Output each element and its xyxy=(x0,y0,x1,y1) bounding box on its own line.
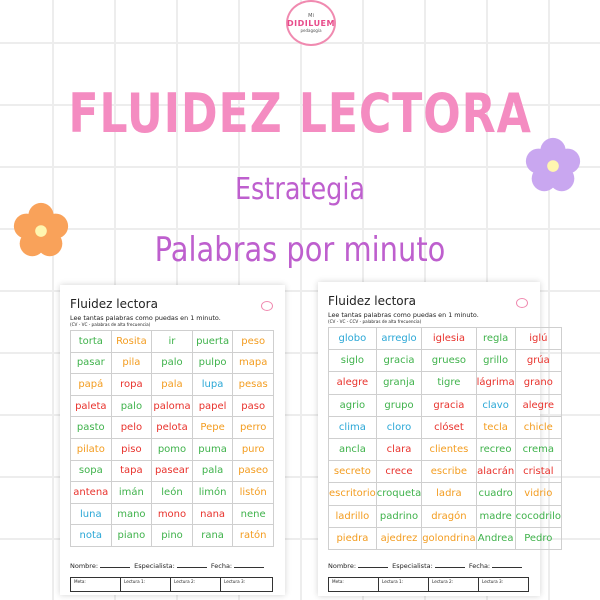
word-cell: tecla xyxy=(476,416,515,438)
word-cell: mapa xyxy=(233,352,274,374)
word-row xyxy=(329,483,562,505)
word-row xyxy=(71,460,274,482)
worksheet-instruction: Lee tantas palabras como puedas en 1 minuto. xyxy=(328,311,479,319)
worksheet-note: (CV - VC - CCV - palabras de alta frecuencia) xyxy=(328,319,422,324)
word-cell: grúa xyxy=(515,350,561,372)
word-row xyxy=(329,505,562,527)
word-cell: pulpo xyxy=(192,352,233,374)
word-cell: papá xyxy=(71,374,112,396)
word-cell: Rosita xyxy=(111,331,152,353)
word-cell: paseo xyxy=(233,460,274,482)
word-cell: granja xyxy=(376,372,421,394)
word-row xyxy=(329,461,562,483)
word-cell: cloro xyxy=(376,416,421,438)
word-cell: vidrio xyxy=(515,483,561,505)
word-cell: pasto xyxy=(71,417,112,439)
worksheet-title: Fluidez lectora xyxy=(328,294,416,308)
reading-2-cell: Lectura 2: xyxy=(429,578,479,592)
word-row xyxy=(329,438,562,460)
subtitle-words-per-minute: Palabras por minuto xyxy=(154,230,446,270)
word-cell: crema xyxy=(515,438,561,460)
word-cell: pino xyxy=(152,525,193,547)
word-cell: ropa xyxy=(111,374,152,396)
word-cell: iglú xyxy=(515,328,561,350)
word-cell: pala xyxy=(192,460,233,482)
word-cell: Andrea xyxy=(476,527,515,549)
reading-2-cell: Lectura 2: xyxy=(171,578,221,592)
word-row xyxy=(329,372,562,394)
brand-logo xyxy=(286,0,336,46)
word-row xyxy=(71,482,274,504)
word-cell: león xyxy=(152,482,193,504)
word-cell: crece xyxy=(376,461,421,483)
word-cell: pesas xyxy=(233,374,274,396)
word-cell: tigre xyxy=(422,372,476,394)
word-cell: golondrina xyxy=(422,527,476,549)
word-cell: grueso xyxy=(422,350,476,372)
goal-cell: Meta: xyxy=(71,578,121,592)
word-cell: grano xyxy=(515,372,561,394)
word-cell: madre xyxy=(476,505,515,527)
worksheet-2 xyxy=(318,282,561,596)
subtitle-strategy: Estrategia xyxy=(234,172,366,207)
word-cell: clara xyxy=(376,438,421,460)
word-row xyxy=(71,503,274,525)
worksheet-title: Fluidez lectora xyxy=(70,297,158,311)
word-row xyxy=(71,374,274,396)
reading-1-cell: Lectura 1: xyxy=(121,578,171,592)
word-cell: alegre xyxy=(329,372,377,394)
word-cell: clavo xyxy=(476,394,515,416)
word-cell: alegre xyxy=(515,394,561,416)
word-cell: imán xyxy=(111,482,152,504)
word-cell: nene xyxy=(233,503,274,525)
word-cell: ir xyxy=(152,331,193,353)
word-cell: tapa xyxy=(111,460,152,482)
reading-score-table xyxy=(70,577,273,592)
word-row xyxy=(329,328,562,350)
word-row xyxy=(329,416,562,438)
footer-date-label: Fecha: xyxy=(210,562,233,570)
word-cell: clóset xyxy=(422,416,476,438)
footer-name-label: Nombre: xyxy=(328,562,357,570)
word-cell: cocodrilo xyxy=(515,505,561,527)
word-cell: piedra xyxy=(329,527,377,549)
word-cell: palo xyxy=(111,395,152,417)
word-cell: chicle xyxy=(515,416,561,438)
word-cell: ladrillo xyxy=(329,505,377,527)
worksheet-logo-icon xyxy=(516,298,528,308)
word-cell: gracia xyxy=(376,350,421,372)
word-cell: rana xyxy=(192,525,233,547)
word-cell: arreglo xyxy=(376,328,421,350)
purple-flower-icon xyxy=(522,135,584,197)
word-cell: torta xyxy=(71,331,112,353)
footer-specialist-label: Especialista: xyxy=(392,562,433,570)
reading-3-cell: Lectura 3: xyxy=(221,578,273,592)
word-cell: clima xyxy=(329,416,377,438)
word-cell: grillo xyxy=(476,350,515,372)
word-cell: alacrán xyxy=(476,461,515,483)
word-cell: papel xyxy=(192,395,233,417)
word-row xyxy=(71,352,274,374)
word-cell: pila xyxy=(111,352,152,374)
word-cell: pelota xyxy=(152,417,193,439)
word-cell: dragón xyxy=(422,505,476,527)
word-cell: cuadro xyxy=(476,483,515,505)
word-cell: recreo xyxy=(476,438,515,460)
logo-line-1: Mi xyxy=(308,13,314,19)
word-cell: escritorio xyxy=(329,483,377,505)
worksheet-1 xyxy=(60,285,285,595)
word-cell: puro xyxy=(233,438,274,460)
page-title: FLUIDEZ LECTORA xyxy=(68,82,532,145)
worksheet-logo-icon xyxy=(261,301,273,311)
word-cell: puerta xyxy=(192,331,233,353)
worksheet-footer xyxy=(70,562,266,570)
word-row xyxy=(329,527,562,549)
word-cell: clientes xyxy=(422,438,476,460)
word-cell: piano xyxy=(111,525,152,547)
word-cell: puma xyxy=(192,438,233,460)
word-cell: mano xyxy=(111,503,152,525)
worksheet-instruction: Lee tantas palabras como puedas en 1 minuto. xyxy=(70,314,221,322)
word-cell: globo xyxy=(329,328,377,350)
word-cell: croqueta xyxy=(376,483,421,505)
word-cell: gracia xyxy=(422,394,476,416)
word-cell: piso xyxy=(111,438,152,460)
word-cell: nana xyxy=(192,503,233,525)
word-cell: pomo xyxy=(152,438,193,460)
word-row xyxy=(71,395,274,417)
word-cell: agrio xyxy=(329,394,377,416)
word-cell: lágrima xyxy=(476,372,515,394)
word-row xyxy=(329,394,562,416)
logo-line-2: DIDILUEM xyxy=(287,19,335,28)
word-grid xyxy=(328,327,562,550)
goal-cell: Meta: xyxy=(329,578,379,592)
word-cell: paso xyxy=(233,395,274,417)
orange-flower-icon xyxy=(10,200,72,262)
word-cell: ancla xyxy=(329,438,377,460)
worksheet-note: (CV - VC - palabras de alta frecuencia) xyxy=(70,322,151,327)
word-cell: nota xyxy=(71,525,112,547)
word-row xyxy=(71,438,274,460)
word-cell: padrino xyxy=(376,505,421,527)
footer-name-label: Nombre: xyxy=(70,562,99,570)
worksheet-footer xyxy=(328,562,524,570)
word-cell: ratón xyxy=(233,525,274,547)
word-cell: perro xyxy=(233,417,274,439)
word-cell: mono xyxy=(152,503,193,525)
word-grid xyxy=(70,330,274,547)
word-cell: secreto xyxy=(329,461,377,483)
word-cell: cristal xyxy=(515,461,561,483)
word-cell: lupa xyxy=(192,374,233,396)
word-cell: sopa xyxy=(71,460,112,482)
word-cell: escribe xyxy=(422,461,476,483)
word-cell: pasar xyxy=(71,352,112,374)
word-cell: luna xyxy=(71,503,112,525)
reading-3-cell: Lectura 3: xyxy=(479,578,529,592)
word-row xyxy=(71,417,274,439)
word-cell: grupo xyxy=(376,394,421,416)
footer-date-label: Fecha: xyxy=(468,562,491,570)
word-cell: pelo xyxy=(111,417,152,439)
word-cell: pasear xyxy=(152,460,193,482)
word-cell: Pedro xyxy=(515,527,561,549)
word-cell: paloma xyxy=(152,395,193,417)
word-row xyxy=(329,350,562,372)
word-cell: pilato xyxy=(71,438,112,460)
word-cell: ladra xyxy=(422,483,476,505)
word-row xyxy=(71,331,274,353)
word-cell: peso xyxy=(233,331,274,353)
word-cell: ajedrez xyxy=(376,527,421,549)
reading-1-cell: Lectura 1: xyxy=(379,578,429,592)
word-cell: regla xyxy=(476,328,515,350)
logo-line-3: pedagogía xyxy=(300,28,322,33)
word-cell: limón xyxy=(192,482,233,504)
word-cell: Pepe xyxy=(192,417,233,439)
word-cell: palo xyxy=(152,352,193,374)
reading-score-table xyxy=(328,577,529,592)
word-cell: listón xyxy=(233,482,274,504)
word-cell: paleta xyxy=(71,395,112,417)
word-cell: pala xyxy=(152,374,193,396)
word-cell: siglo xyxy=(329,350,377,372)
word-row xyxy=(71,525,274,547)
word-cell: antena xyxy=(71,482,112,504)
footer-specialist-label: Especialista: xyxy=(134,562,175,570)
word-cell: iglesia xyxy=(422,328,476,350)
